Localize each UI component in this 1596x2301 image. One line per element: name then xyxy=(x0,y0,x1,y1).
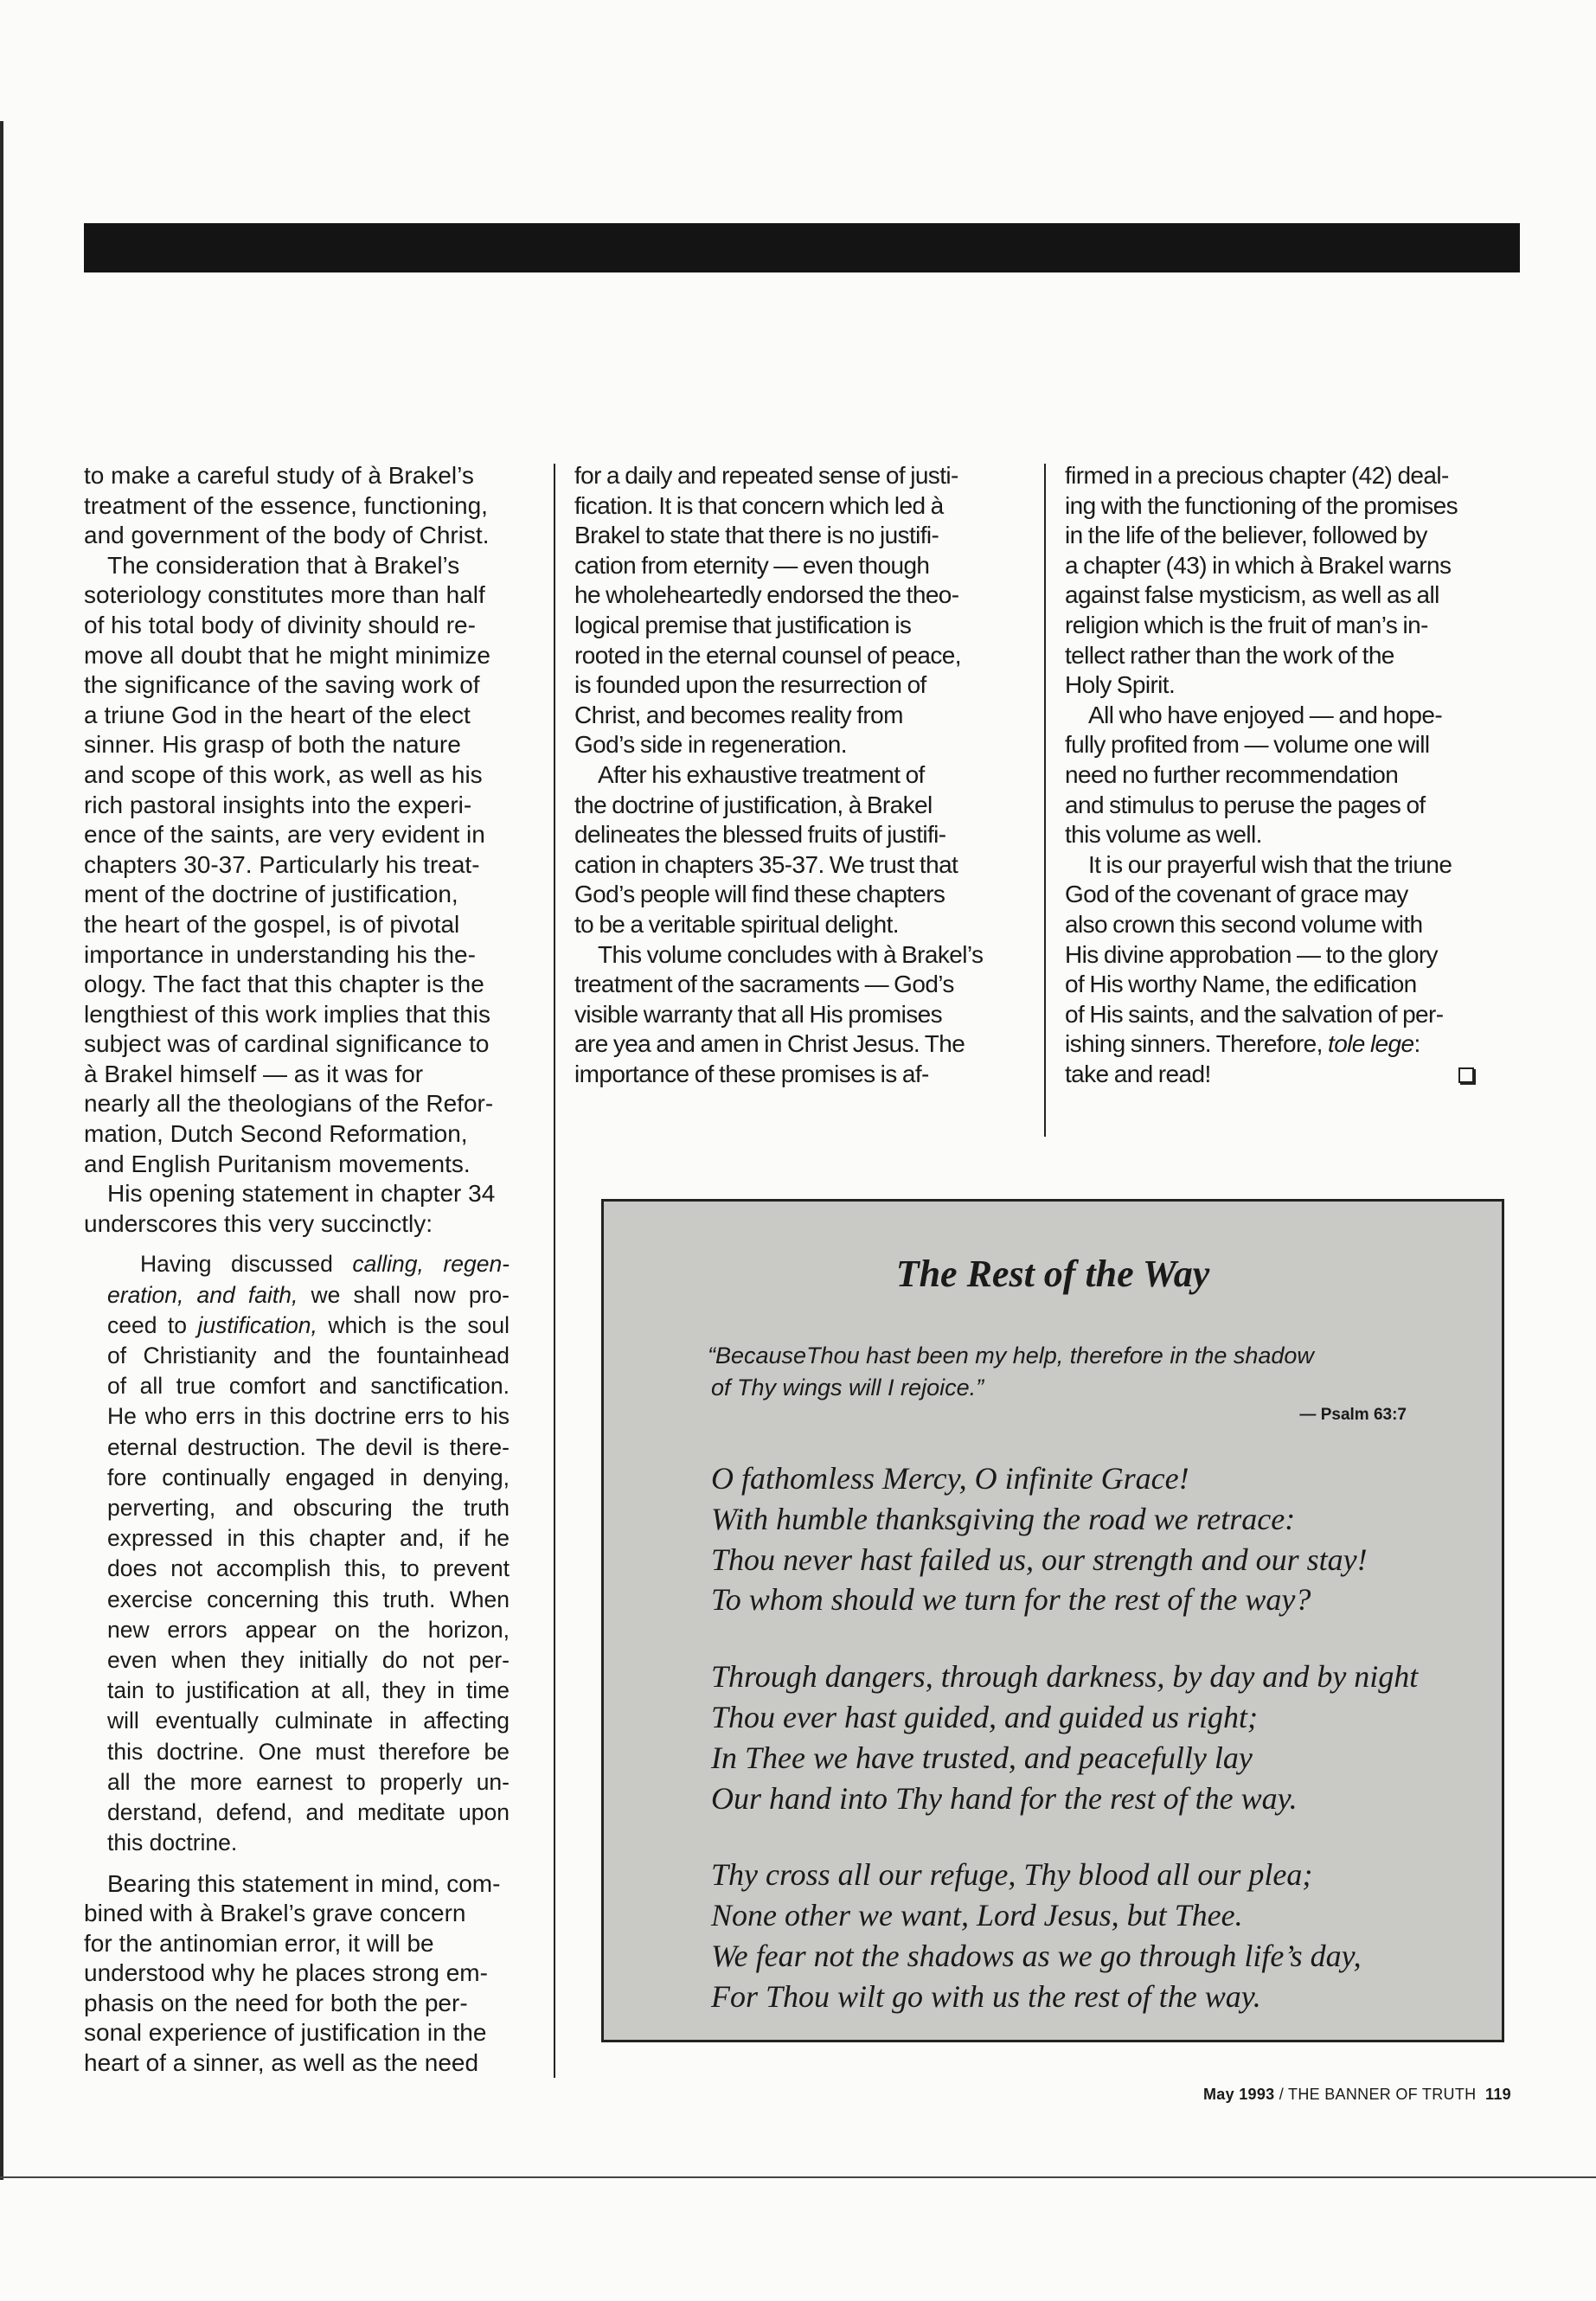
text-line: à Brakel himself — as it was for xyxy=(84,1060,424,1087)
text-line: importance of these promises is af- xyxy=(574,1060,929,1087)
poem-stanza xyxy=(711,1458,1418,1620)
poem-stanza xyxy=(711,1657,1418,1818)
text-line: this volume as well. xyxy=(1065,821,1262,849)
scan-edge-line xyxy=(0,121,3,2180)
page-bottom-edge xyxy=(0,2176,1596,2178)
text-segment: take and read! xyxy=(1065,1060,1211,1087)
paragraph xyxy=(84,461,534,551)
text-line: After his exhaustive treatment of xyxy=(598,760,925,788)
text-line: the doctrine of justification, à Brakel xyxy=(574,791,933,818)
text-line xyxy=(1065,1060,1519,1090)
text-line: soteriology constitutes more than half xyxy=(84,581,485,609)
text-segment: ishing sinners. Therefore, xyxy=(1065,1030,1329,1058)
text-line: are yea and amen in Christ Jesus. The xyxy=(574,1030,965,1058)
text-line: this doctrine. xyxy=(107,1830,238,1856)
text-line: ment of the doctrine of justification, xyxy=(84,881,458,908)
text-line: is founded upon the resurrection of xyxy=(574,671,926,699)
poem-title: The Rest of the Way xyxy=(895,1253,1210,1295)
text-segment: : xyxy=(1413,1030,1420,1058)
text-line: of his total body of divinity should re- xyxy=(84,611,476,638)
text-line: need no further recommendation xyxy=(1065,760,1399,788)
poem-stanza xyxy=(711,1855,1418,2016)
text-line: exercise concerning this truth. When xyxy=(107,1586,510,1612)
text-line: expressed in this chapter and, if he xyxy=(107,1525,510,1552)
text-line: tellect rather than the work of the xyxy=(1065,641,1394,669)
text-line: all the more earnest to properly un- xyxy=(107,1768,510,1795)
text-line xyxy=(107,1311,510,1341)
text-line: sinner. His grasp of both the nature xyxy=(84,731,461,759)
text-line: for the antinomian error, it will be xyxy=(84,1929,434,1957)
header-black-bar xyxy=(84,223,1520,272)
text-line: His divine approbation — to the glory xyxy=(1065,940,1438,968)
poem-line: With humble thanksgiving the road we retrace: xyxy=(711,1501,1296,1536)
text-line: subject was of cardinal significance to xyxy=(84,1030,490,1058)
paragraph xyxy=(574,760,1029,940)
text-line: of Christianity and the fountainhead xyxy=(107,1343,510,1369)
column-divider-2 xyxy=(1044,464,1046,1137)
text-line: will eventually culminate in affecting xyxy=(107,1708,510,1734)
text-line: and English Puritanism movements. xyxy=(84,1150,471,1177)
text-line: he wholeheartedly endorsed the theo- xyxy=(574,581,959,609)
page-footer xyxy=(1203,2086,1511,2104)
footer-date: May 1993 xyxy=(1203,2086,1275,2103)
text-line: even when they initially do not per- xyxy=(107,1647,510,1674)
text-line: tain to justification at all, they in time xyxy=(107,1677,510,1704)
text-line: God’s people will find these chapters xyxy=(574,881,945,908)
text-line: the significance of the saving work of xyxy=(84,671,480,699)
text-line xyxy=(107,1249,510,1279)
italic-text: tole lege xyxy=(1328,1030,1414,1058)
footer-separator: / xyxy=(1274,2086,1289,2103)
text-line: It is our prayerful wish that the triune xyxy=(1088,850,1452,878)
epigraph-line: of Thy wings will I rejoice.” xyxy=(711,1375,984,1400)
text-line xyxy=(1065,1029,1519,1060)
paragraph xyxy=(1065,701,1519,850)
poem-body xyxy=(711,1458,1418,2054)
poem-line: To whom should we turn for the rest of the way? xyxy=(711,1582,1311,1618)
text-line: All who have enjoyed — and hope- xyxy=(1088,701,1443,728)
paragraph xyxy=(574,461,1029,760)
text-line: His opening statement in chapter 34 xyxy=(107,1180,496,1208)
text-line: move all doubt that he might minimize xyxy=(84,641,490,669)
poem-line: Through dangers, through darkness, by day and by night xyxy=(711,1659,1419,1695)
text-segment: which is the soul xyxy=(317,1311,510,1338)
paragraph xyxy=(574,940,1029,1090)
text-line: perverting, and obscuring the truth xyxy=(107,1495,510,1522)
poem-line: In Thee we have trusted, and peacefully lay xyxy=(711,1740,1253,1775)
text-line: bined with à Brakel’s grave concern xyxy=(84,1900,466,1927)
italic-text: eration, and faith, xyxy=(107,1281,298,1308)
text-line xyxy=(107,1280,510,1311)
article-column-2 xyxy=(574,461,1029,1089)
text-line: of all true comfort and sanctification. xyxy=(107,1373,510,1400)
poem-line: We fear not the shadows as we go through life’s day, xyxy=(711,1938,1362,1973)
epigraph-line: “BecauseThou hast been my help, therefore in the shadow xyxy=(708,1343,1314,1368)
text-segment: Having discussed xyxy=(140,1251,353,1278)
text-line: This volume concludes with à Brakel’s xyxy=(598,940,984,968)
text-line: also crown this second volume with xyxy=(1065,910,1423,938)
text-line: the heart of the gospel, is of pivotal xyxy=(84,910,460,938)
poem-line: Thy cross all our refuge, Thy blood all our plea; xyxy=(711,1857,1313,1893)
poem-epigraph xyxy=(708,1340,1314,1404)
poem-line: Thou ever hast guided, and guided us right; xyxy=(711,1699,1258,1734)
text-line: and government of the body of Christ. xyxy=(84,522,490,549)
text-line: cation in chapters 35-37. We trust that xyxy=(574,850,958,878)
italic-text: justification, xyxy=(197,1311,317,1338)
text-line: to make a careful study of à Brakel’s xyxy=(84,462,474,489)
text-line: nearly all the theologians of the Refor- xyxy=(84,1090,494,1118)
text-line: chapters 30-37. Particularly his treat- xyxy=(84,850,480,878)
text-line: to be a veritable spiritual delight. xyxy=(574,910,899,938)
text-line: God’s side in regeneration. xyxy=(574,731,847,759)
text-line: eternal destruction. The devil is there- xyxy=(107,1433,510,1460)
italic-text: calling, regen- xyxy=(352,1251,510,1278)
text-line: of His worthy Name, the edification xyxy=(1065,971,1417,998)
poem-line: For Thou wilt go with us the rest of the way. xyxy=(711,1978,1261,2014)
text-line: God of the covenant of grace may xyxy=(1065,881,1408,908)
text-line: Holy Spirit. xyxy=(1065,671,1176,699)
poem-line: None other we want, Lord Jesus, but Thee. xyxy=(711,1898,1243,1933)
text-line: He who errs in this doctrine errs to his xyxy=(107,1403,510,1430)
text-segment: ceed to xyxy=(107,1311,198,1338)
column-divider-1 xyxy=(554,464,555,2078)
text-line: religion which is the fruit of man’s in- xyxy=(1065,611,1428,638)
paragraph xyxy=(84,1869,534,2079)
text-line: logical premise that justification is xyxy=(574,611,912,638)
poem-line: O fathomless Mercy, O infinite Grace! xyxy=(711,1461,1189,1496)
end-of-article-box-icon xyxy=(1458,1067,1474,1083)
text-line: new errors appear on the horizon, xyxy=(107,1616,510,1643)
text-line: fication. It is that concern which led à xyxy=(574,491,944,519)
text-line: a triune God in the heart of the elect xyxy=(84,701,471,728)
text-line: treatment of the essence, functioning, xyxy=(84,491,488,519)
text-line: derstand, defend, and meditate upon xyxy=(107,1799,510,1826)
paragraph xyxy=(1065,461,1519,701)
epigraph-reference: — Psalm 63:7 xyxy=(1299,1406,1407,1424)
text-line: treatment of the sacraments — God’s xyxy=(574,971,954,998)
text-line: of His saints, and the salvation of per- xyxy=(1065,1000,1444,1028)
text-line: fully profited from — volume one will xyxy=(1065,731,1430,759)
text-line: mation, Dutch Second Reformation, xyxy=(84,1120,468,1148)
poem-line: Thou never hast failed us, our strength and our stay! xyxy=(711,1541,1368,1577)
text-line: firmed in a precious chapter (42) deal- xyxy=(1065,462,1449,489)
text-line: phasis on the need for both the per- xyxy=(84,1989,468,2016)
text-line: ology. The fact that this chapter is the xyxy=(84,971,484,998)
text-line: underscores this very succinctly: xyxy=(84,1209,433,1237)
text-line: delineates the blessed fruits of justifi- xyxy=(574,821,946,849)
text-line: cation from eternity — even though xyxy=(574,551,930,579)
text-line: and scope of this work, as well as his xyxy=(84,760,483,788)
paragraph xyxy=(84,551,534,1179)
text-line: heart of a sinner, as well as the need xyxy=(84,2049,479,2077)
article-column-3 xyxy=(1065,461,1519,1089)
article-column-1 xyxy=(84,461,534,2079)
poem-box xyxy=(601,1199,1504,2042)
text-line: against false mysticism, as well as all xyxy=(1065,581,1439,609)
text-line: a chapter (43) in which à Brakel warns xyxy=(1065,551,1452,579)
text-line: rich pastoral insights into the experi- xyxy=(84,791,472,818)
footer-page-number: 119 xyxy=(1485,2086,1511,2103)
text-line: lengthiest of this work implies that this xyxy=(84,1000,490,1028)
text-line: importance in understanding his the- xyxy=(84,940,476,968)
text-line: Christ, and becomes reality from xyxy=(574,701,903,728)
text-segment: we shall now pro- xyxy=(298,1281,510,1308)
text-line: fore continually engaged in denying, xyxy=(107,1464,510,1490)
poem-line: Our hand into Thy hand for the rest of the way. xyxy=(711,1780,1298,1816)
text-line: rooted in the eternal counsel of peace, xyxy=(574,641,961,669)
text-line: ing with the functioning of the promises xyxy=(1065,491,1458,519)
footer-publication: THE BANNER OF TRUTH xyxy=(1288,2086,1477,2103)
text-line: this doctrine. One must therefore be xyxy=(107,1738,510,1765)
paragraph xyxy=(1065,850,1519,1090)
text-line: in the life of the believer, followed by xyxy=(1065,522,1427,549)
text-line: Bearing this statement in mind, com- xyxy=(107,1869,501,1897)
text-line: The consideration that à Brakel’s xyxy=(107,551,460,579)
text-line: ence of the saints, are very evident in xyxy=(84,821,485,849)
text-line: sonal experience of justification in the xyxy=(84,2019,487,2047)
text-line: and stimulus to peruse the pages of xyxy=(1065,791,1426,818)
paragraph xyxy=(84,1179,534,1239)
block-quote xyxy=(107,1249,510,1858)
text-line: for a daily and repeated sense of justi- xyxy=(574,462,958,489)
text-line: understood why he places strong em- xyxy=(84,1959,488,1987)
text-line: visible warranty that all His promises xyxy=(574,1000,943,1028)
text-line: does not accomplish this, to prevent xyxy=(107,1555,510,1582)
text-line: Brakel to state that there is no justifi- xyxy=(574,522,939,549)
